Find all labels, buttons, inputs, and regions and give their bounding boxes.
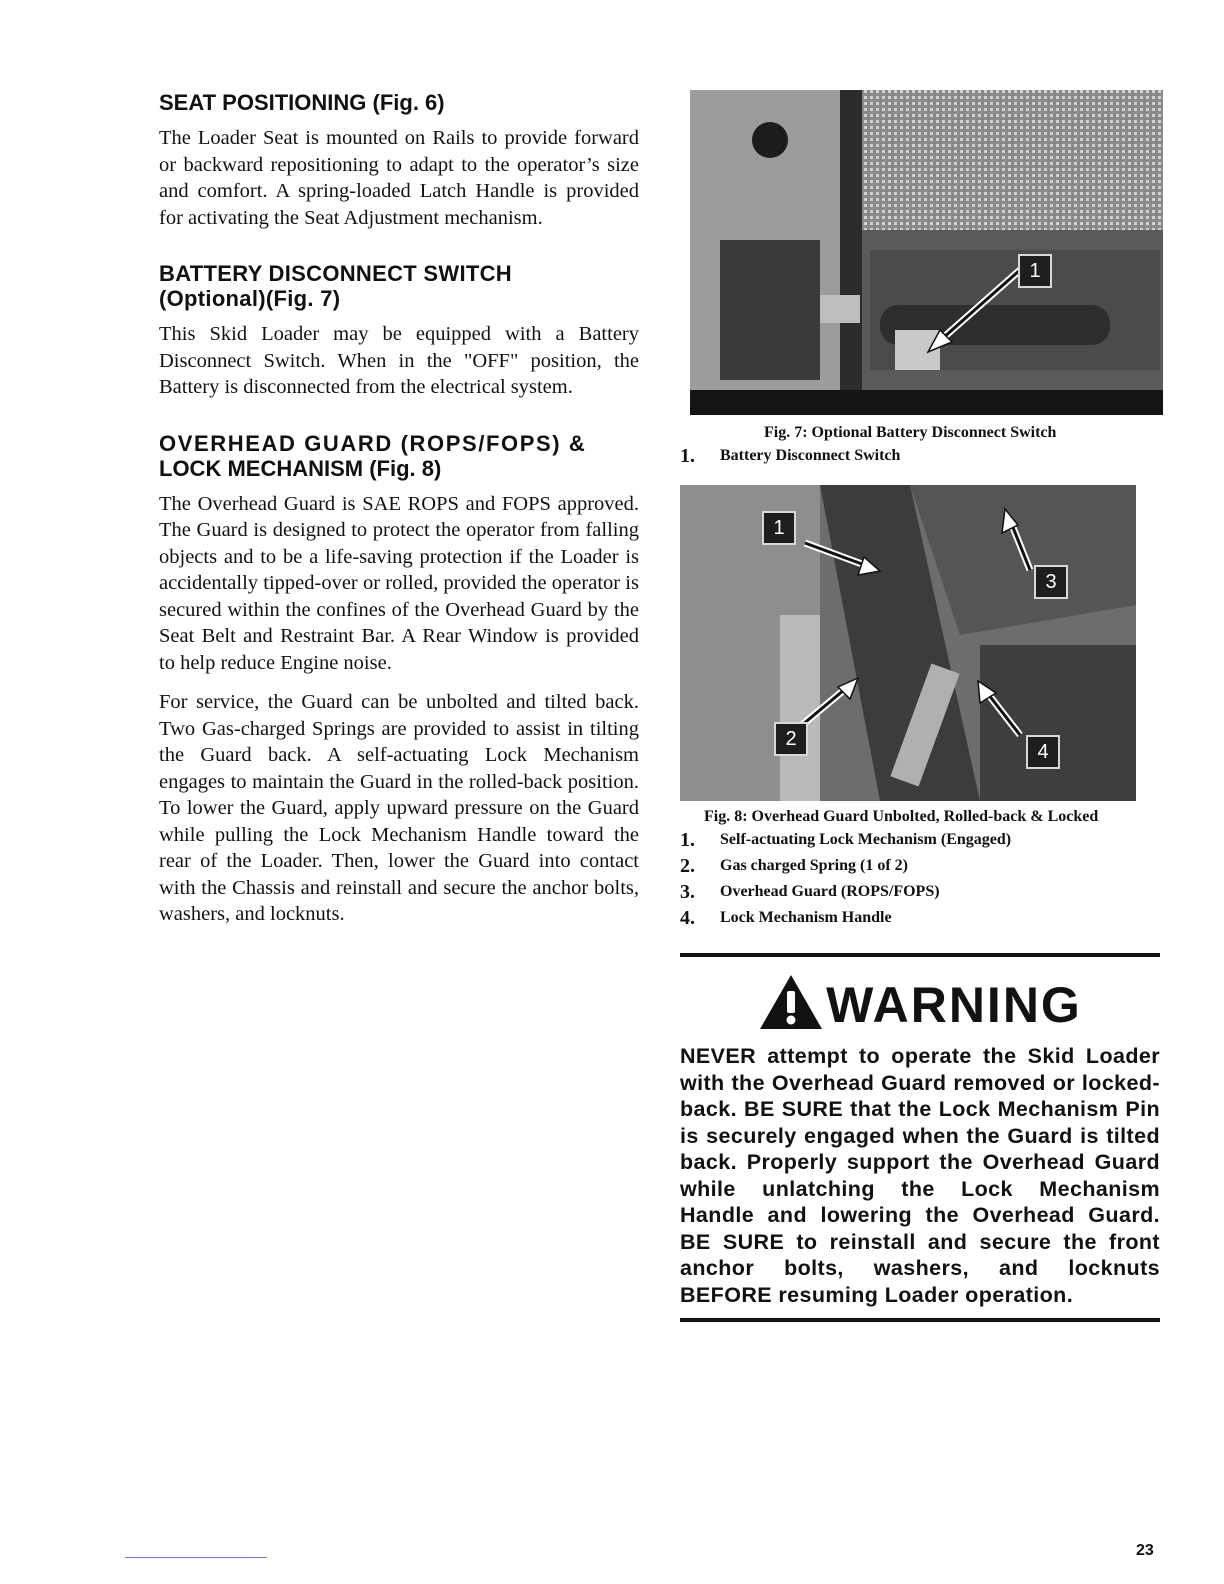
right-column (680, 90, 1160, 1322)
heading-overhead-line1: OVERHEAD GUARD (ROPS/FOPS) & (159, 430, 587, 456)
fig7-legend-item: 1. Battery Disconnect Switch (680, 445, 901, 467)
heading-battery-disconnect (159, 261, 639, 311)
warning-box (680, 953, 1160, 1322)
fig8-legend-item: 2. Gas charged Spring (1 of 2) (680, 855, 908, 877)
footer-rule (125, 1557, 267, 1558)
warning-triangle-icon (758, 973, 824, 1031)
warning-text: NEVER attempt to operate the Skid Loader with the Overhead Guard removed or locked-back. BE SURE that the Lock Mechanism Pin is securely engaged when the Guard is tilted back. Properly support the Overhead Guard while unlatching the Lock Mechanism Handle and lowering the Overhead Guard. BE SURE to reinstall and secure the front anchor bolts, washers, and locknuts BEFORE resuming Loader operation. (680, 1044, 1160, 1307)
paragraph-battery-disconnect: This Skid Loader may be equipped with a Battery Disconnect Switch. When in the "OFF" position, the Battery is disconnected from the electrical system. (159, 323, 639, 398)
paragraph-seat-positioning: The Loader Seat is mounted on Rails to provide forward or backward repositioning to adapt to the operator’s size and comfort. A spring-loaded Latch Handle is provided for activating the Seat Adjustment mechanism. (159, 127, 639, 229)
warning-title: WARNING (826, 977, 1082, 1033)
heading-battery-line2: (Optional)(Fig. 7) (159, 286, 341, 311)
fig8-callout-2: 2 (774, 722, 808, 756)
warning-header (680, 973, 1160, 1031)
figure-7-illustration (690, 90, 1163, 415)
paragraph-overhead-guard-2: For service, the Guard can be unbolted and tilted back. Two Gas-charged Springs are provided to assist in tilting the Guard back. A self-actuating Lock Mechanism engages to maintain the Guard in the rolled-back position. To lower the Guard, apply upward pressure on the Guard while pulling the Lock Mechanism Handle toward the rear of the Loader. Then, lower the Guard into contact with the Chassis and reinstall and secure the anchor bolts, washers, and locknuts. (159, 691, 639, 925)
heading-battery-line1: BATTERY DISCONNECT SWITCH (159, 261, 512, 286)
fig8-legend-item: 3. Overhead Guard (ROPS/FOPS) (680, 881, 940, 903)
fig8-legend (680, 827, 1160, 931)
page-number: 23 (1136, 1542, 1154, 1559)
heading-seat-positioning: SEAT POSITIONING (Fig. 6) (159, 90, 445, 115)
fig8-caption: Fig. 8: Overhead Guard Unbolted, Rolled-back & Locked (704, 808, 1099, 825)
fig8-legend-item: 4. Lock Mechanism Handle (680, 907, 892, 929)
fig7-legend (680, 443, 1160, 469)
heading-overhead-line2: LOCK MECHANISM (Fig. 8) (159, 455, 442, 481)
fig8-callout-1: 1 (762, 511, 796, 545)
fig7-caption: Fig. 7: Optional Battery Disconnect Switch (764, 424, 1057, 441)
fig7-callout-1: 1 (1018, 254, 1052, 288)
figure-8-illustration (680, 485, 1136, 801)
fig8-callout-4: 4 (1026, 735, 1060, 769)
paragraph-overhead-guard-1: The Overhead Guard is SAE ROPS and FOPS approved. The Guard is designed to protect the operator from falling objects and to be a life-saving protection if the Loader is accidentally tipped-over or rolled, provided the operator is secured within the confines of the Overhead Guard by the Seat Belt and Restraint Bar. A Rear Window is provided to help reduce Engine noise. (159, 492, 639, 674)
figure-8-photo (680, 485, 1136, 801)
fig8-legend-item: 1. Self-actuating Lock Mechanism (Engaged) (680, 829, 1012, 851)
figure-7-photo (690, 90, 1163, 415)
left-column (159, 90, 639, 958)
fig8-callout-3: 3 (1034, 565, 1068, 599)
heading-overhead-guard (159, 431, 639, 481)
